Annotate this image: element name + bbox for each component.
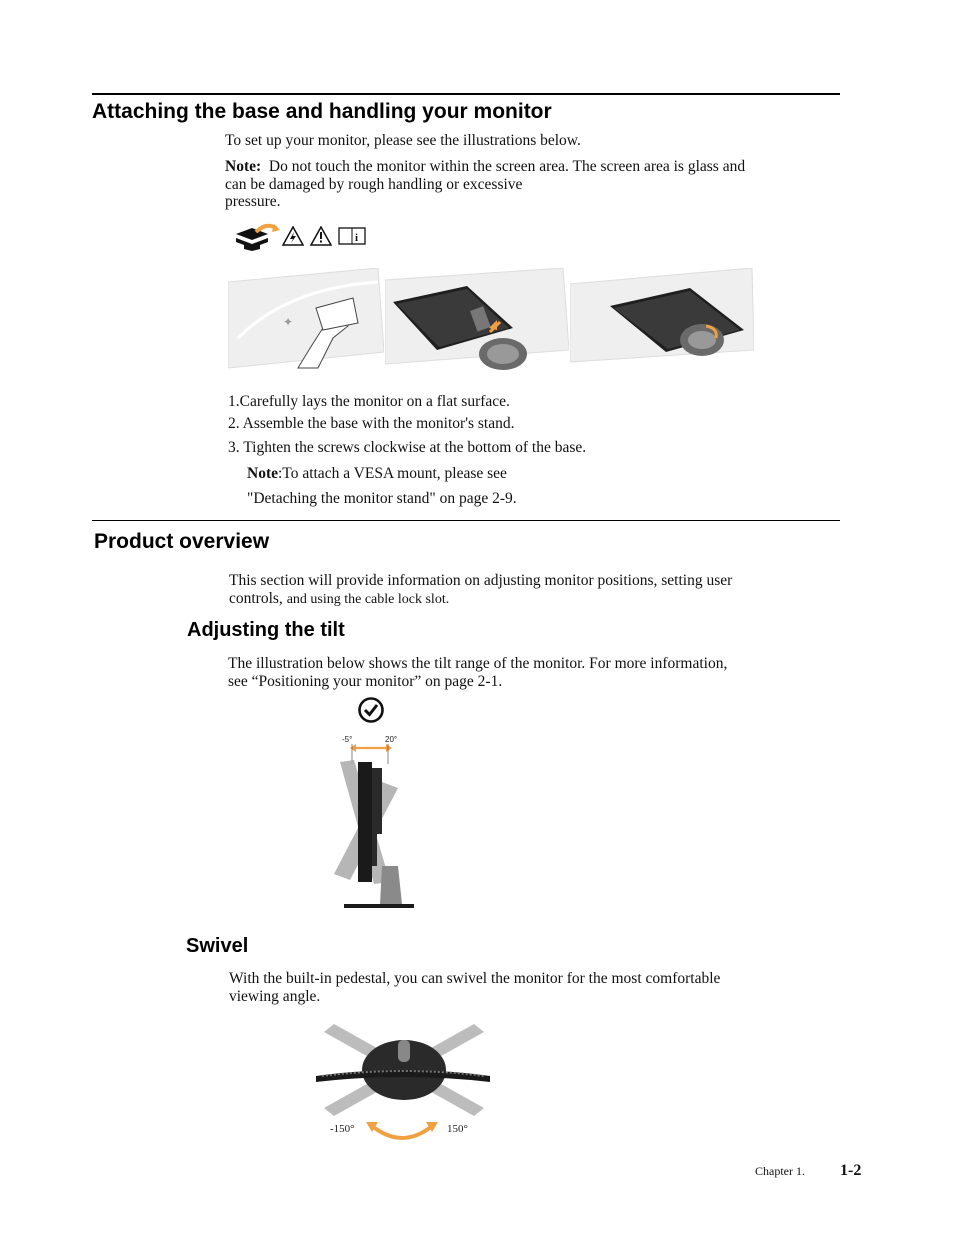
swivel-text-line1: With the built-in pedestal, you can swivel the monitor for the most comfortable	[229, 970, 721, 987]
vesa-note-line2: "Detaching the monitor stand" on page 2-9.	[247, 490, 517, 507]
section-title-attaching: Attaching the base and handling your monitor	[92, 100, 552, 123]
svg-text:✦: ✦	[283, 315, 294, 329]
footer-chapter: Chapter 1.	[755, 1164, 805, 1178]
section2-intro-line2: controls, and using the cable lock slot.	[229, 590, 450, 607]
vesa-note	[247, 465, 507, 483]
section-rule	[92, 520, 840, 521]
swivel-min-label: -150°	[330, 1123, 355, 1135]
section-title-product-overview: Product overview	[94, 530, 270, 553]
assembly-illustration-attach-base	[385, 268, 569, 381]
swivel-max-label: 150°	[447, 1123, 468, 1135]
vesa-note-label: Note	[247, 465, 278, 482]
tilt-text-line1: The illustration below shows the tilt range of the monitor. For more information,	[228, 655, 728, 672]
subsection-title-tilt: Adjusting the tilt	[187, 619, 345, 641]
top-rule	[92, 93, 840, 95]
checkmark-circle-icon	[357, 696, 385, 729]
swivel-arrow	[364, 1118, 440, 1149]
manual-info-icon	[338, 227, 366, 250]
section1-intro: To set up your monitor, please see the illustrations below.	[225, 132, 581, 149]
vesa-note-text: :To attach a VESA mount, please see	[278, 465, 507, 482]
electric-hazard-icon	[282, 226, 304, 251]
note-text-line1: Do not touch the monitor within the screen area. The screen area is glass and	[268, 158, 746, 175]
step-2: 2. Assemble the base with the monitor's stand.	[228, 415, 515, 432]
svg-text:i: i	[355, 232, 359, 244]
note-text-line2: can be damaged by rough handling or excessive	[225, 176, 523, 193]
swivel-text-line2: viewing angle.	[229, 988, 321, 1005]
subsection-title-swivel: Swivel	[186, 935, 249, 957]
tilt-text-line2: see “Positioning your monitor” on page 2-1.	[228, 673, 503, 690]
tilt-max-label: 20°	[385, 735, 398, 744]
footer-page-number: 1-2	[840, 1162, 862, 1179]
warning-icon	[310, 226, 332, 251]
tilt-illustration	[330, 742, 420, 917]
note-label: Note:	[225, 158, 262, 175]
step-3: 3. Tighten the screws clockwise at the bottom of the base.	[228, 439, 587, 456]
tilt-min-label: -5°	[342, 735, 353, 744]
note-text-line3: pressure.	[225, 193, 281, 210]
swivel-illustration	[314, 1020, 494, 1125]
assembly-illustration-tighten-screws	[570, 268, 754, 373]
section1-note	[225, 158, 745, 176]
section2-intro-line1: This section will provide information on adjusting monitor positions, setting user	[229, 572, 733, 589]
step-1: 1.Carefully lays the monitor on a flat surface.	[228, 393, 510, 410]
assembly-illustration-wipe	[228, 268, 384, 375]
